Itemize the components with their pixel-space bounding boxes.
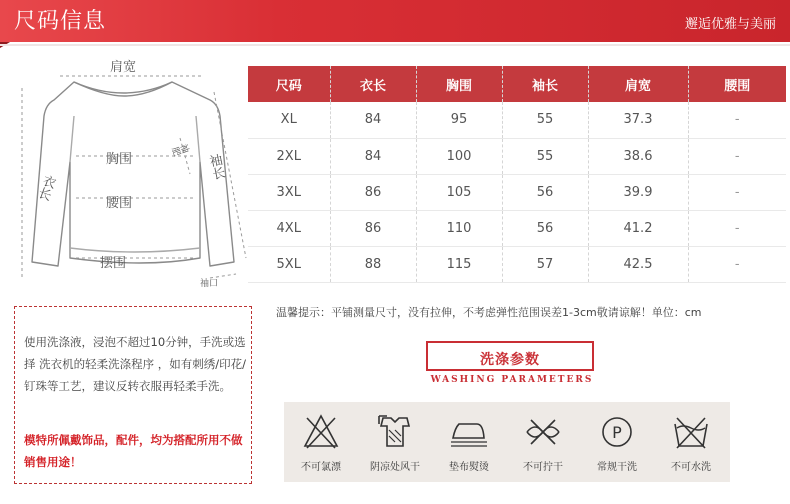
dry-clean-icon xyxy=(597,412,637,452)
care-icon-label: 不可拧干 xyxy=(523,462,563,473)
waist-cell: - xyxy=(688,174,786,210)
waist-cell: - xyxy=(688,138,786,174)
col-header-length: 衣长 xyxy=(330,66,416,102)
care-instructions-box xyxy=(14,306,252,484)
chest-cell: 95 xyxy=(416,102,502,138)
care-icon-label: 垫布熨烫 xyxy=(449,462,489,473)
shoulder-cell: 38.6 xyxy=(588,138,688,174)
chest-cell: 110 xyxy=(416,210,502,246)
table-row xyxy=(248,246,786,282)
accessory-note: 模特所佩戴饰品，配件，均为搭配所用不做销售用途！ xyxy=(24,433,243,469)
care-icon-item xyxy=(284,412,358,478)
header-divider xyxy=(0,44,790,46)
table-row xyxy=(248,210,786,246)
care-icon-item xyxy=(506,412,580,478)
svg-text:P: P xyxy=(612,423,622,442)
sleeve-cell: 56 xyxy=(502,174,588,210)
col-header-waist: 腰围 xyxy=(688,66,786,102)
size-cell: XL xyxy=(248,102,330,138)
page-title: 尺码信息 xyxy=(14,9,107,34)
care-icon-item xyxy=(432,412,506,478)
shoulder-cell: 39.9 xyxy=(588,174,688,210)
table-row xyxy=(248,138,786,174)
care-icon-label: 阴凉处风干 xyxy=(370,462,420,473)
length-cell: 84 xyxy=(330,102,416,138)
length-cell: 86 xyxy=(330,210,416,246)
length-label: 衣长 xyxy=(34,172,57,202)
sleeve-cell: 57 xyxy=(502,246,588,282)
hem-label: 摆围 xyxy=(100,256,127,271)
page-header xyxy=(0,0,790,46)
length-cell: 84 xyxy=(330,138,416,174)
header-bar xyxy=(0,0,790,42)
sleeve-cell: 55 xyxy=(502,138,588,174)
care-icon-label: 不可氯漂 xyxy=(301,462,341,473)
shoulder-cell: 41.2 xyxy=(588,210,688,246)
size-cell: 2XL xyxy=(248,138,330,174)
waist-cell: - xyxy=(688,102,786,138)
shoulder-cell: 37.3 xyxy=(588,102,688,138)
col-header-size: 尺码 xyxy=(248,66,330,102)
table-header-row xyxy=(248,66,786,102)
waist-cell: - xyxy=(688,210,786,246)
no-bleach-icon xyxy=(301,412,341,452)
care-icons-panel xyxy=(284,402,730,482)
waist-cell: - xyxy=(688,246,786,282)
length-cell: 86 xyxy=(330,174,416,210)
chest-cell: 115 xyxy=(416,246,502,282)
sleeve-cell: 56 xyxy=(502,210,588,246)
upper-arm-label: 袖肥 xyxy=(170,140,191,157)
care-icon-item xyxy=(654,412,728,478)
wash-title-box xyxy=(426,341,594,371)
size-cell: 4XL xyxy=(248,210,330,246)
table-row xyxy=(248,174,786,210)
care-icon-label: 不可水洗 xyxy=(671,462,711,473)
chest-cell: 105 xyxy=(416,174,502,210)
sleeve-label: 袖长 xyxy=(205,152,226,182)
shade-dry-icon xyxy=(375,412,415,452)
header-slogan: 邂逅优雅与美丽 xyxy=(684,17,776,32)
care-icon-item xyxy=(580,412,654,478)
size-cell: 5XL xyxy=(248,246,330,282)
garment-diagram xyxy=(14,52,252,292)
length-cell: 88 xyxy=(330,246,416,282)
shoulder-label: 肩宽 xyxy=(110,60,137,75)
waist-label: 腰围 xyxy=(106,196,133,211)
shoulder-cell: 42.5 xyxy=(588,246,688,282)
chest-label: 胸围 xyxy=(106,152,133,167)
chest-cell: 100 xyxy=(416,138,502,174)
no-wring-icon xyxy=(523,412,563,452)
care-icon-item xyxy=(358,412,432,478)
wash-title: 洗涤参数 xyxy=(480,352,540,368)
table-row xyxy=(248,102,786,138)
col-header-shoulder: 肩宽 xyxy=(588,66,688,102)
sleeve-cell: 55 xyxy=(502,102,588,138)
size-table xyxy=(248,66,786,283)
size-cell: 3XL xyxy=(248,174,330,210)
wash-subtitle: WASHING PARAMETERS xyxy=(430,375,594,385)
col-header-sleeve: 袖长 xyxy=(502,66,588,102)
care-instructions-text: 使用洗涤液，浸泡不超过10分钟，手洗或选择 洗衣机的轻柔洗涤程序 ，如有刺绣/印花/钉珠等工艺，建议反转衣服再轻柔手洗。 xyxy=(24,335,247,393)
care-icon-label: 常规干洗 xyxy=(597,462,637,473)
measurement-tip: 温馨提示：平铺测量尺寸，没有拉伸，不考虑弹性范围误差1-3cm敬请谅解！单位：cm xyxy=(276,306,702,319)
cuff-label: 袖口 xyxy=(200,279,219,289)
col-header-chest: 胸围 xyxy=(416,66,502,102)
no-wash-icon xyxy=(671,412,711,452)
iron-with-cloth-icon xyxy=(449,412,489,452)
